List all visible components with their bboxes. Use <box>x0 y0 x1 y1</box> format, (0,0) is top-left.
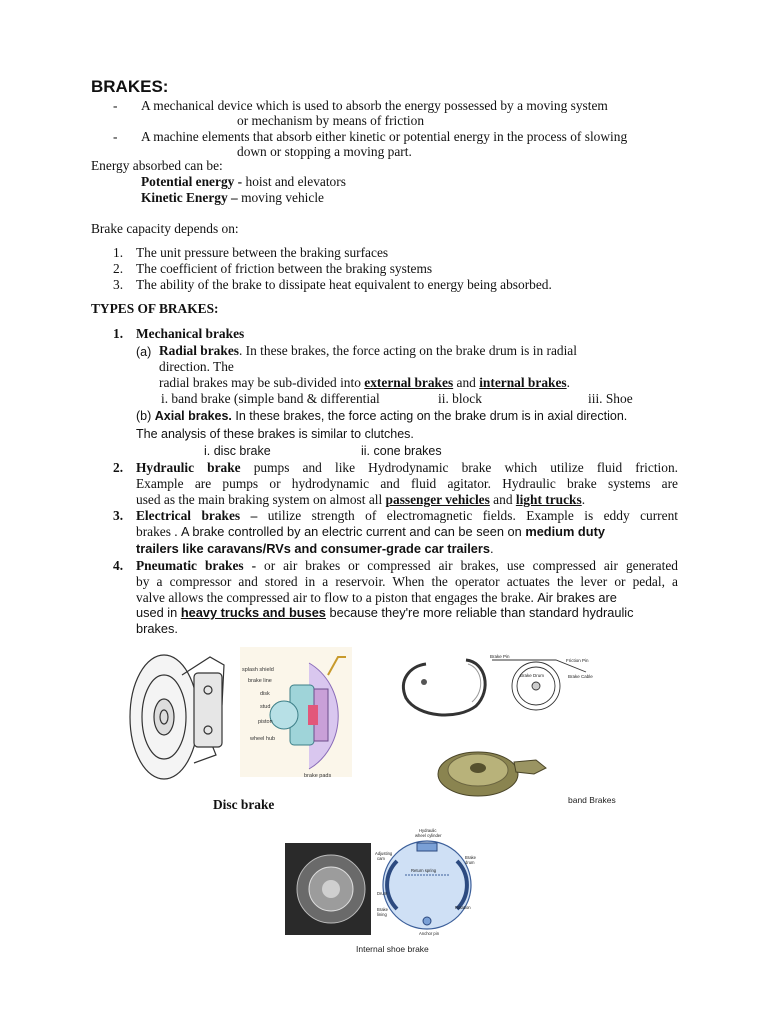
hydraulic-line-3 <box>136 492 585 508</box>
pneumatic-line-5: brakes. <box>136 621 178 636</box>
label-brake-pin: Brake Pin <box>490 654 510 659</box>
mechanical-num: 1. <box>113 326 124 341</box>
band-brake-photo <box>438 752 546 796</box>
passenger-vehicles-term: passenger vehicles <box>385 492 490 507</box>
label-splash-shield: splash shield <box>242 667 274 673</box>
internal-shoe-brake-caption: Internal shoe brake <box>356 944 429 954</box>
radial-sub-and: and <box>453 375 480 390</box>
types-heading: TYPES OF BRAKES: <box>91 301 219 316</box>
pneumatic-text: used in <box>136 605 181 620</box>
pneumatic-text: because they're more reliable than standard hydraulic <box>325 605 634 620</box>
kinetic-energy-text: moving vehicle <box>241 190 324 205</box>
electrical-line-2 <box>136 524 605 540</box>
definition-line: A machine elements that absorb either kinetic or potential energy in the process of slowing <box>141 129 628 144</box>
pneumatic-text: valve allows the compressed air to flow to a piston that engages the brake. <box>136 590 538 605</box>
definition-line: down or stopping a moving part. <box>237 144 412 159</box>
electrical-line-1 <box>136 508 678 524</box>
definition-bullet: - <box>113 98 118 113</box>
shoe-brake-schematic <box>383 841 471 929</box>
kinetic-energy-line <box>141 190 324 206</box>
heavy-trucks-term: heavy trucks and buses <box>180 605 326 620</box>
label-piston: piston <box>258 719 273 725</box>
hydraulic-line-1 <box>136 460 678 476</box>
axial-line-2: The analysis of these brakes is similar to clutches. <box>136 427 414 441</box>
hydraulic-text: pumps and like Hydrodynamic brake which utilize fluid friction. <box>240 460 679 475</box>
axial-text: In these brakes, the force acting on the brake drum is in axial direction. <box>231 409 628 423</box>
pneumatic-line-1 <box>136 558 678 574</box>
band-schematic <box>492 660 586 710</box>
hydraulic-and: and <box>489 492 516 507</box>
axial-kind: i. disc brake <box>204 444 271 458</box>
label-rotation: Rotation <box>455 905 471 910</box>
label-stud: stud <box>260 704 271 710</box>
radial-title: Radial brakes <box>159 343 239 358</box>
hydraulic-num: 2. <box>113 460 124 475</box>
label-wheel-hub: wheel hub <box>250 736 276 742</box>
electrical-line-3 <box>136 541 494 557</box>
capacity-heading: Brake capacity depends on: <box>91 221 239 236</box>
hydraulic-line-2: Example are pumps or hydrodynamic and fluid agitator. Hydraulic brake systems are <box>136 476 678 491</box>
pneumatic-text: or air brakes or compressed air brakes, use compressed air generated <box>256 558 678 573</box>
axial-marker: (b) <box>136 409 152 423</box>
label-brake: Brake <box>465 855 476 860</box>
potential-energy-line <box>141 174 346 190</box>
pneumatic-line-3 <box>136 590 617 606</box>
capacity-num: 1. <box>113 245 124 260</box>
label-wheel-cylinder: wheel cylinder <box>415 833 442 838</box>
pneumatic-title: Pneumatic brakes - <box>136 558 257 573</box>
page-title: BRAKES: <box>91 77 169 96</box>
label-cam: cam <box>377 856 385 861</box>
label-drum: drum <box>465 860 475 865</box>
hydraulic-end: . <box>581 492 586 507</box>
label-brake-cable: Brake Cable <box>568 674 593 679</box>
electrical-sans-text: A brake controlled by an electric current and can be seen on <box>181 524 526 539</box>
kinetic-energy-label: Kinetic Energy – <box>141 190 238 205</box>
electrical-title: Electrical brakes – <box>136 508 258 523</box>
radial-marker: (a) <box>136 345 152 359</box>
label-hydraulic: Hydraulic <box>419 828 437 833</box>
capacity-item: The coefficient of friction between the braking systems <box>136 261 433 276</box>
mechanical-title: Mechanical brakes <box>136 326 245 341</box>
light-trucks-term: light trucks <box>515 492 582 507</box>
energy-heading: Energy absorbed can be: <box>91 158 223 173</box>
radial-line-2: direction. The <box>159 359 234 374</box>
pneumatic-line-2: by a compressor and stored in a reservoir. When the operator actuates the lever or pedal, a <box>136 574 678 589</box>
radial-sub-end: . <box>566 375 570 390</box>
definition-line: A mechanical device which is used to absorb the energy possessed by a moving system <box>141 98 608 113</box>
internal-brakes-term: internal brakes <box>479 375 567 390</box>
label-anchor-pin: Anchor pin <box>419 931 440 936</box>
label-drum-left: Drum <box>377 891 388 896</box>
axial-kind: ii. cone brakes <box>361 444 442 458</box>
capacity-item: The ability of the brake to dissipate heat equivalent to energy being absorbed. <box>136 277 552 292</box>
radial-sub-text: radial brakes may be sub-divided into <box>159 375 365 390</box>
disc-rotor-drawing <box>130 655 224 779</box>
hydraulic-title: Hydraulic brake <box>136 460 241 475</box>
band-brake-figure <box>396 650 608 802</box>
band-drawing <box>403 660 485 715</box>
pneumatic-line-4 <box>136 605 634 621</box>
definition-line: or mechanism by means of friction <box>237 113 425 128</box>
potential-energy-text: hoist and elevators <box>245 174 346 189</box>
trailers-term: trailers like caravans/RVs and consumer-grade car trailers <box>136 541 490 556</box>
electrical-end: . <box>490 541 494 556</box>
radial-kind: i. band brake (simple band & differential <box>161 391 380 406</box>
axial-line-1 <box>136 408 627 424</box>
label-adjusting: Adjusting <box>375 851 393 856</box>
label-brake-line: brake line <box>248 678 272 684</box>
disc-brake-figure <box>124 645 356 790</box>
potential-energy-label: Potential energy - <box>141 174 243 189</box>
hydraulic-text: used as the main braking system on almost all <box>136 492 386 507</box>
capacity-num: 2. <box>113 261 124 276</box>
electrical-text: brakes . <box>136 524 181 539</box>
band-labels <box>490 654 593 679</box>
shoe-brake-photo <box>285 843 371 935</box>
radial-kind: ii. block <box>438 391 482 406</box>
external-brakes-term: external brakes <box>364 375 454 390</box>
label-brake-pads: brake pads <box>304 773 332 779</box>
label-disk: disk <box>260 691 270 697</box>
electrical-text: utilize strength of electromagnetic fields. Example is eddy current <box>257 508 678 523</box>
label-lining: lining <box>377 912 387 917</box>
disc-brake-caption: Disc brake <box>213 797 275 812</box>
label-return-spring: Return spring <box>411 868 437 873</box>
band-brakes-caption: band Brakes <box>568 795 616 805</box>
radial-line-1 <box>159 343 577 359</box>
radial-kind: iii. Shoe <box>588 391 633 406</box>
axial-title: Axial brakes. <box>154 409 232 423</box>
capacity-num: 3. <box>113 277 124 292</box>
definition-bullet: - <box>113 129 118 144</box>
label-brake-drum: Brake Drum <box>520 673 545 678</box>
radial-subdivision <box>159 375 570 391</box>
label-brake-left: Brake <box>377 907 388 912</box>
label-friction-pin: Friction Pin <box>566 658 589 663</box>
capacity-item: The unit pressure between the braking surfaces <box>136 245 389 260</box>
radial-text: . In these brakes, the force acting on the brake drum is in radial <box>238 343 577 358</box>
pneumatic-num: 4. <box>113 558 124 573</box>
pneumatic-sans-text: Air brakes are <box>537 590 617 605</box>
internal-shoe-brake-figure <box>285 825 480 943</box>
medium-duty-term: medium duty <box>525 524 605 539</box>
electrical-num: 3. <box>113 508 124 523</box>
